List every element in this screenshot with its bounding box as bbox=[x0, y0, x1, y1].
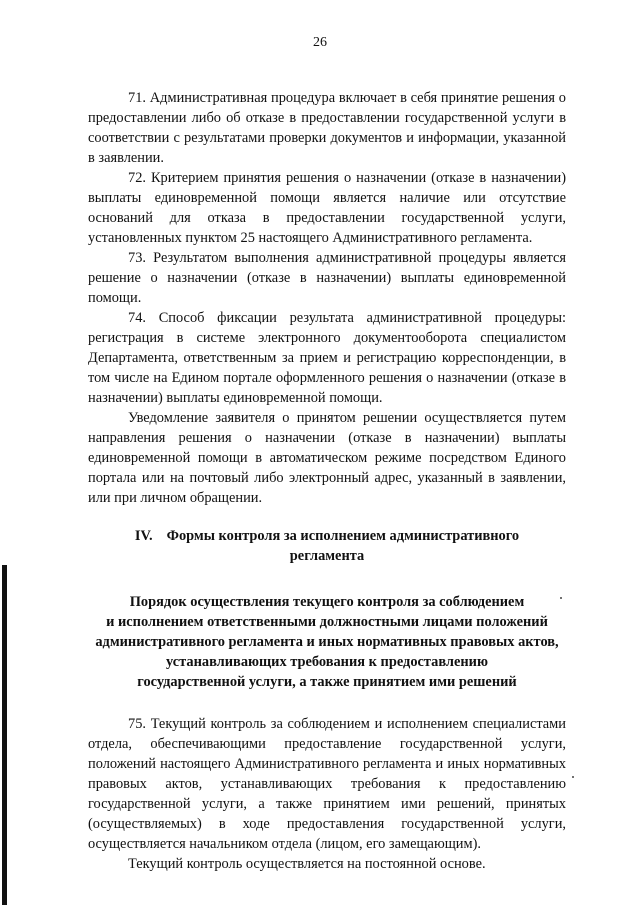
section-title-line-2: регламента bbox=[289, 548, 365, 564]
paragraph-72: 72. Критерием принятия решения о назначении (отказе в назначении) выплаты единовременной помощи является наличие или отсутствие оснований для отказа в предоставлении государственной услуги, установленных пунктом 25 настоящего Административного регламента. bbox=[88, 170, 566, 246]
section-heading bbox=[88, 526, 566, 566]
paragraph-ongoing-control: Текущий контроль осуществляется на постоянной основе. bbox=[128, 856, 486, 872]
document-body bbox=[88, 88, 566, 874]
page-number: 26 bbox=[313, 35, 327, 50]
scan-edge-shadow bbox=[2, 565, 7, 905]
subsection-line-1: Порядок осуществления текущего контроля за соблюдением bbox=[129, 594, 525, 610]
paragraph-74: 74. Способ фиксации результата административной процедуры: регистрация в системе электронного документооборота специалистом Департамента, ответственным за прием и регистрацию корреспонденции, в том числе на Едином портале оформленного решения о назначении (отказе в назначении) выплаты единовременной помощи. bbox=[88, 310, 566, 406]
scan-speck bbox=[560, 597, 562, 599]
paragraph-notification: Уведомление заявителя о принятом решении осуществляется путем направления решения о назначении (отказе в назначении) выплаты единовременной помощи в автоматическом режиме посредством Единого портала или на почтовый либо электронный адрес, указанный в заявлении, или при личном обращении. bbox=[88, 410, 566, 506]
scan-speck bbox=[572, 776, 574, 778]
subsection-line-5: государственной услуги, а также принятием ими решений bbox=[137, 674, 517, 690]
spacer bbox=[88, 692, 566, 714]
paragraph-75: 75. Текущий контроль за соблюдением и исполнением специалистами отдела, обеспечивающими предоставление государственной услуги, положений настоящего Административного регламента и иных нормативных правовых актов, устанавливающих требования к предоставлению государственной услуги, а также принятием ими решений, принятых (осуществляемых) в ходе предоставления государственной услуги, осуществляется начальником отдела (лицом, его замещающим). bbox=[88, 716, 566, 852]
section-number: IV. bbox=[134, 528, 153, 544]
section-title-line-1 bbox=[88, 526, 566, 546]
subsection-heading bbox=[88, 592, 566, 692]
subsection-line-3: административного регламента и иных нормативных правовых актов, bbox=[95, 634, 559, 650]
section-title-text: Формы контроля за исполнением административного bbox=[166, 528, 520, 544]
subsection-line-2: и исполнением ответственными должностными лицами положений bbox=[106, 614, 548, 630]
paragraph-71: 71. Административная процедура включает в себя принятие решения о предоставлении либо об отказе в предоставлении государственной услуги в соответствии с результатами проверки документов и информации, указанной в заявлении. bbox=[88, 90, 566, 166]
subsection-line-4: устанавливающих требования к предоставлению bbox=[166, 654, 488, 670]
paragraph-73: 73. Результатом выполнения административной процедуры является решение о назначении (отказе в назначении) выплаты единовременной помощи. bbox=[88, 250, 566, 306]
